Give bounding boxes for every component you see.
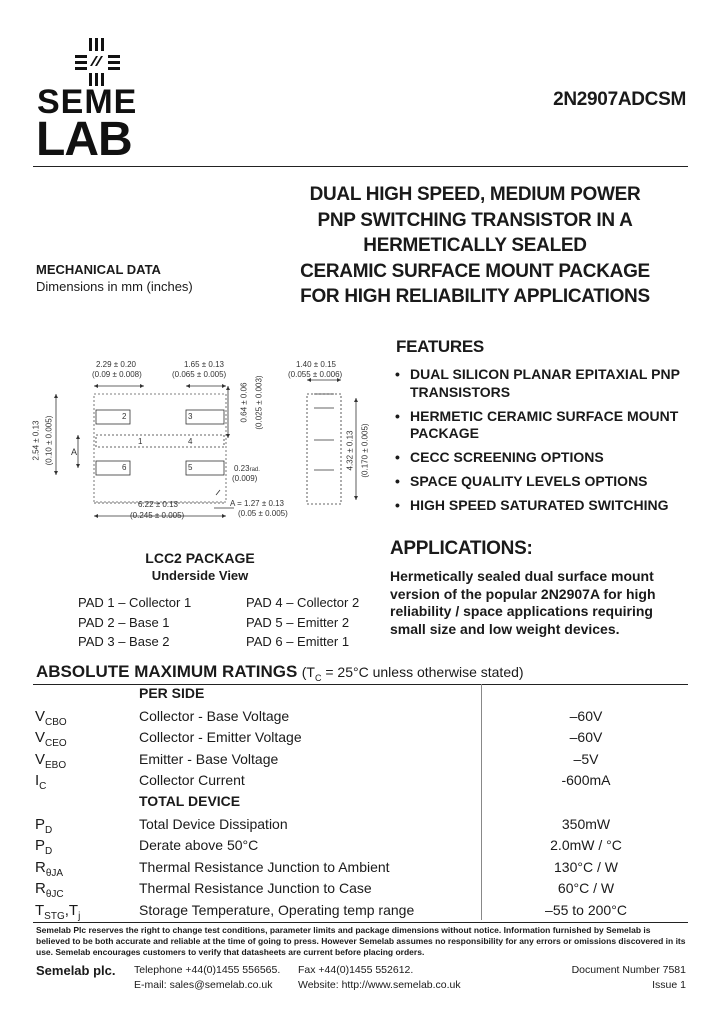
title-line: CERAMIC SURFACE MOUNT PACKAGE (300, 260, 650, 282)
dim-vert-mid-in: (0.025 ± 0.003) (254, 375, 264, 430)
dim-right-height-in: (0.170 ± 0.005) (360, 423, 370, 478)
package-drawing (31, 358, 386, 530)
feature-item: • CECC SCREENING OPTIONS (386, 449, 686, 467)
group-heading: TOTAL DEVICE (139, 793, 241, 809)
title-line: FOR HIGH RELIABILITY APPLICATIONS (300, 286, 650, 307)
dim-top-mid: 1.65 ± 0.13 (184, 360, 224, 369)
rating-value: 350mW (561, 815, 611, 832)
rating-value: -600mA (561, 772, 611, 789)
feature-item: • DUAL SILICON PLANAR EPITAXIAL PNP TRANSISTORS (386, 366, 686, 401)
semelab-logo (36, 36, 162, 166)
dim-top-right: 1.40 ± 0.15 (296, 360, 336, 369)
header-rule (33, 166, 688, 167)
rating-symbol: $T_{STG},T_j$ (35, 902, 81, 922)
radius-value-in: (0.009) (232, 474, 258, 483)
pad-number: 5 (188, 463, 193, 472)
pad-list-right (246, 593, 359, 652)
dim-left-in: (0.10 ± 0.005) (44, 415, 54, 466)
feature-item: • SPACE QUALITY LEVELS OPTIONS (386, 473, 686, 491)
rating-symbol: $V_{CBO}$ (35, 707, 67, 728)
ratings-heading (36, 662, 524, 683)
title-line: HERMETICALLY SEALED (363, 235, 587, 256)
ratings-row (35, 706, 690, 728)
features-heading: FEATURES (396, 337, 484, 356)
telephone: Telephone +44(0)1455 556565. (134, 964, 281, 976)
rating-description: Thermal Resistance Junction to Ambient (139, 858, 390, 875)
ratings-row (35, 835, 690, 857)
title-line: PNP SWITCHING TRANSISTOR IN A (317, 209, 633, 231)
ratings-row (35, 900, 690, 922)
rating-description: Collector - Base Voltage (139, 707, 290, 724)
rating-symbol: $R_{\theta JC}$ (35, 880, 64, 901)
rating-value: –55 to 200°C (545, 902, 627, 918)
feature-item: • HERMETIC CERAMIC SURFACE MOUNT PACKAGE (386, 408, 686, 443)
dim-top-left: 2.29 ± 0.20 (96, 360, 136, 369)
document-number: Document Number 7581 (571, 964, 686, 976)
pad-item: PAD 4 – Collector 2 (246, 595, 360, 610)
rating-value: –5V (573, 750, 599, 767)
rating-value: –60V (569, 707, 603, 724)
pad-item: PAD 2 – Base 1 (78, 614, 170, 630)
label-a: A (71, 447, 78, 457)
website-link[interactable]: http://www.semelab.co.uk (341, 979, 461, 991)
rating-value: –60V (569, 729, 603, 746)
website-label: Website: (298, 979, 339, 991)
rating-symbol: $P_D$ (35, 815, 53, 836)
issue: Issue 1 (652, 979, 686, 991)
features-list (386, 366, 686, 521)
company-name: Semelab plc. (36, 963, 116, 978)
dim-bottom-right: A = 1.27 ± 0.13 (230, 499, 285, 508)
dim-bottom-left: 6.22 ± 0.13 (138, 500, 178, 509)
rating-value: 2.0mW / °C (550, 837, 622, 854)
email-link[interactable]: sales@semelab.co.uk (169, 979, 273, 991)
rating-description: Collector Current (139, 772, 245, 789)
dim-bottom-left-in: (0.245 ± 0.005) (130, 511, 185, 520)
pad-item: PAD 5 – Emitter 2 (246, 614, 350, 630)
rating-description: Thermal Resistance Junction to Case (139, 880, 372, 897)
pad-number: 4 (188, 437, 193, 446)
pad-item: PAD 6 – Emitter 1 (246, 634, 350, 649)
rating-symbol: $I_C$ (35, 772, 47, 793)
website-line (298, 979, 461, 991)
pad-number: 3 (188, 412, 193, 421)
dim-bottom-right-in: (0.05 ± 0.005) (238, 509, 288, 518)
ratings-row (35, 727, 690, 749)
ratings-row (35, 878, 690, 900)
dim-left: 2.54 ± 0.13 (31, 420, 41, 461)
pad-item: PAD 1 – Collector 1 (78, 595, 192, 610)
ratings-group-row (35, 684, 690, 706)
package-view: Underside View (151, 568, 249, 583)
ratings-row (35, 770, 690, 792)
applications-text: Hermetically sealed dual surface mount version of the popular 2N2907A for high reliability / space applications requiring small size and low weight devices. (390, 568, 656, 637)
fax: Fax +44(0)1455 552612. (298, 964, 414, 976)
logo-text-lab: LAB (36, 113, 132, 166)
ratings-row (35, 749, 690, 771)
ratings-row (35, 814, 690, 836)
group-heading: PER SIDE (139, 685, 205, 701)
radius-value: 0.23rad. (234, 464, 260, 473)
email-label: E-mail: (134, 979, 167, 991)
pad-number: 1 (138, 437, 143, 446)
rating-symbol: $V_{CEO}$ (35, 729, 67, 750)
mechanical-heading: MECHANICAL DATA (36, 262, 161, 277)
feature-item: • HIGH SPEED SATURATED SWITCHING (386, 497, 686, 515)
ratings-condition: ($T_C = 25^\circ C$ unless otherwise stated) (301, 664, 524, 683)
email-line (134, 979, 272, 991)
pad-list-left (78, 593, 191, 652)
ratings-title: ABSOLUTE MAXIMUM RATINGS (36, 662, 298, 681)
title-line: DUAL HIGH SPEED, MEDIUM POWER (309, 184, 641, 205)
dim-top-right-in: (0.055 ± 0.006) (288, 370, 343, 379)
rating-symbol: $V_{EBO}$ (35, 750, 67, 771)
part-number: 2N2907ADCSM (553, 89, 686, 110)
rating-description: Derate above 50°C (139, 837, 259, 854)
pad-number: 2 (122, 412, 127, 421)
dim-top-left-in: (0.09 ± 0.008) (92, 370, 142, 379)
pad-item: PAD 3 – Base 2 (78, 634, 170, 649)
rating-symbol: $R_{\theta JA}$ (35, 858, 64, 879)
logo-text-seme: SEME (37, 83, 138, 121)
rating-description: Collector - Emitter Voltage (139, 729, 302, 746)
rating-description: Storage Temperature, Operating temp range (139, 902, 415, 918)
dim-vert-mid: 0.64 ± 0.06 (239, 382, 249, 423)
mechanical-subheading: Dimensions in mm (inches) (36, 279, 193, 294)
rating-description: Total Device Dissipation (139, 815, 288, 832)
rating-description: Emitter - Base Voltage (139, 750, 279, 767)
rating-symbol: $P_D$ (35, 837, 53, 858)
pad-number: 6 (122, 463, 127, 472)
dim-right-height: 4.32 ± 0.13 (345, 430, 355, 471)
dim-top-mid-in: (0.065 ± 0.005) (172, 370, 227, 379)
applications-heading: APPLICATIONS: (390, 538, 533, 559)
rating-value: 60°C / W (557, 880, 615, 897)
ratings-group-row (35, 792, 690, 814)
package-name: LCC2 PACKAGE (145, 550, 255, 566)
product-title (262, 182, 688, 310)
ratings-row (35, 857, 690, 879)
disclaimer: Semelab Plc reserves the right to change test conditions, parameter limits and package dimensions without notice. Information furnished by Semelab is believed to be both accurate and reliable at the time of going to press. However Semelab assumes no responsibility for any errors or omissions discovered in its use. Semelab encourages customers to verify that datasheets are current before placing orders. (36, 925, 686, 957)
rating-value: 130°C / W (554, 858, 618, 875)
footer-rule (33, 922, 688, 923)
